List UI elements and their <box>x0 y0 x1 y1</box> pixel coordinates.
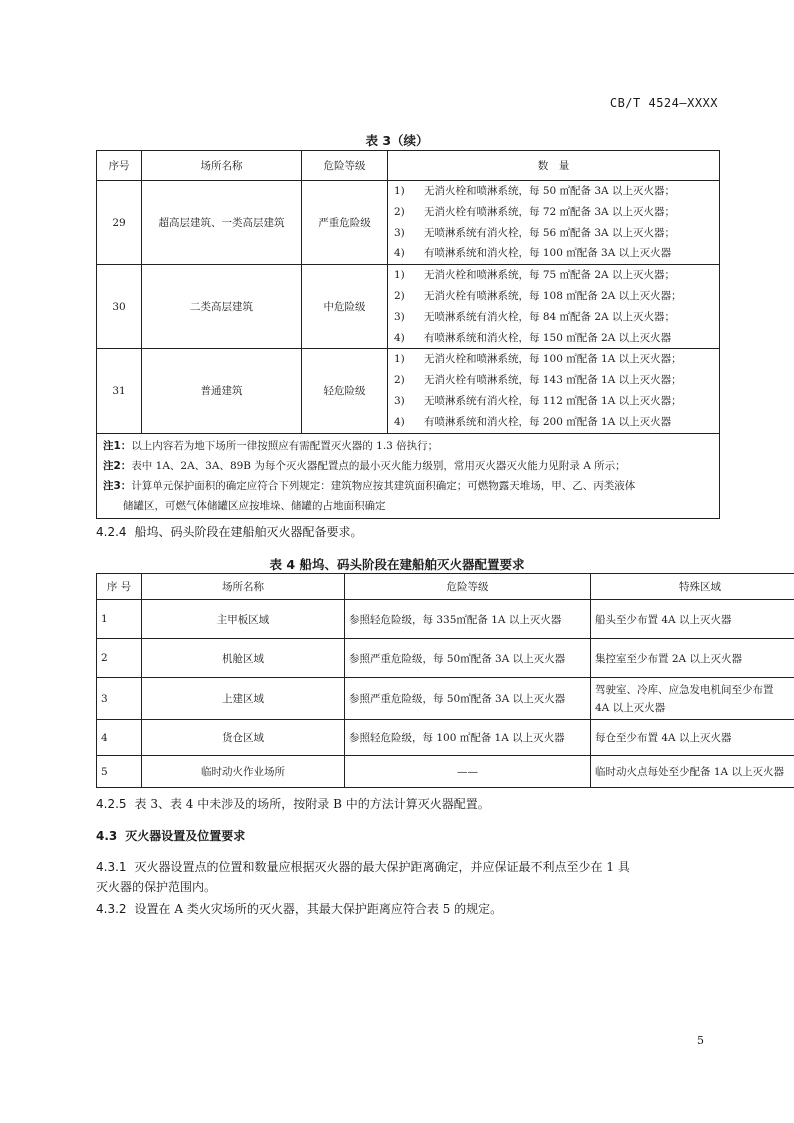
table-row <box>97 756 794 788</box>
item-text: 无消火栓和喷淋系统，每 75 ㎡配备 2A 以上灭火器； <box>424 269 675 282</box>
item-text: 无喷淋系统有消火栓，每 112 ㎡配备 1A 以上灭火器； <box>424 394 682 407</box>
quantity-item <box>388 307 719 328</box>
table-row <box>97 639 794 678</box>
table-row <box>97 349 720 433</box>
quantity-item <box>388 412 719 433</box>
table-row <box>97 678 794 720</box>
row-seq: 2 <box>97 639 142 678</box>
table4-caption: 表 4 船坞、码头阶段在建船舶灭火器配置要求 <box>269 557 525 572</box>
clause-number: 4.3.2 <box>96 902 127 916</box>
note-3-continuation: 储罐区，可燃气体储罐区应按堆垛、储罐的占地面积确定 <box>123 499 386 512</box>
table4-header-row <box>97 574 794 600</box>
table3-notes <box>97 433 720 518</box>
table-row <box>97 265 720 349</box>
quantity-item <box>388 202 719 223</box>
item-number: 3) <box>394 394 405 407</box>
section-number: 4.3 <box>96 829 118 843</box>
item-text: 无消火栓和喷淋系统，每 50 ㎡配备 3A 以上灭火器； <box>424 185 675 197</box>
section-4-3-heading <box>96 826 720 846</box>
clause-text: 船坞、码头阶段在建船舶灭火器配备要求。 <box>134 525 363 539</box>
note-3 <box>103 476 713 496</box>
row-place: 上建区域 <box>142 678 345 720</box>
item-number: 2) <box>394 205 405 218</box>
row-seq: 29 <box>97 181 142 265</box>
paragraph-line-2: 灭火器的保护范围内。 <box>96 880 217 894</box>
item-number: 2) <box>394 289 405 302</box>
item-text: 无消火栓有喷淋系统，每 143 ㎡配备 1A 以上灭火器； <box>424 374 682 387</box>
quantity-item <box>388 286 719 307</box>
item-text: 无消火栓有喷淋系统，每 72 ㎡配备 3A 以上灭火器； <box>424 205 675 218</box>
row-hazard: 轻危险级 <box>302 349 388 433</box>
item-number: 3) <box>394 310 405 323</box>
row-quantity <box>388 181 720 265</box>
note-text: 表中 1A、2A、3A、89B 为每个灭火器配置点的最小灭火能力级别，常用灭火器灭火能力见附录 A 所示； <box>131 459 626 472</box>
row-place: 超高层建筑、一类高层建筑 <box>142 181 302 265</box>
item-number: 4) <box>394 247 405 260</box>
note-1 <box>103 436 713 456</box>
row-place: 机舱区域 <box>142 639 345 678</box>
item-number: 1) <box>394 269 405 282</box>
header-quantity: 数 量 <box>388 151 720 181</box>
quantity-item <box>388 349 719 370</box>
row-special: 每仓至少布置 4A 以上灭火器 <box>591 720 794 756</box>
row-seq: 1 <box>97 600 142 639</box>
quantity-item <box>388 243 719 264</box>
row-place: 临时动火作业场所 <box>142 756 345 788</box>
item-number: 1) <box>394 353 405 366</box>
row-place: 普通建筑 <box>142 349 302 433</box>
clause-text: 设置在 A 类火灾场所的灭火器，其最大保护距离应符合表 5 的规定。 <box>134 902 503 916</box>
row-seq: 4 <box>97 720 142 756</box>
clause-text: 灭火器设置点的位置和数量应根据灭火器的最大保护距离确定，并应保证最不利点至少在 1 具 <box>134 860 630 874</box>
row-seq: 5 <box>97 756 142 788</box>
clause-number: 4.2.5 <box>96 797 127 811</box>
row-special: 临时动火点每处至少配备 1A 以上灭火器 <box>591 756 794 788</box>
item-text: 有喷淋系统和消火栓，每 200 ㎡配备 1A 以上灭火器 <box>424 415 672 428</box>
table4 <box>96 573 794 788</box>
clause-number: 4.3.1 <box>96 860 127 874</box>
item-number: 1) <box>394 185 405 197</box>
item-text: 有喷淋系统和消火栓，每 150 ㎡配备 2A 以上灭火器 <box>424 331 672 344</box>
row-place: 货仓区域 <box>142 720 345 756</box>
row-quantity <box>388 265 720 349</box>
row-place: 二类高层建筑 <box>142 265 302 349</box>
paragraph-4-3-2 <box>96 899 720 919</box>
row-special <box>591 678 794 720</box>
quantity-item <box>388 391 719 412</box>
clause-text: 表 3、表 4 中未涉及的场所，按附录 B 中的方法计算灭火器配置。 <box>134 797 490 811</box>
item-number: 3) <box>394 226 405 239</box>
note-text: 计算单元保护面积的确定应符合下列规定：建筑物应按其建筑面积确定；可燃物露天堆场，甲、乙、丙类液体 <box>131 479 636 492</box>
row-hazard: 中危险级 <box>302 265 388 349</box>
header-hazard: 危险等级 <box>345 574 591 600</box>
row-seq: 30 <box>97 265 142 349</box>
quantity-item <box>388 181 719 202</box>
paragraph-4-2-5 <box>96 794 720 814</box>
row-hazard: 参照严重危险级，每 50㎡配备 3A 以上灭火器 <box>345 639 591 678</box>
note-label: 注2： <box>103 459 132 472</box>
row-hazard: 参照轻危险级，每 100 ㎡配备 1A 以上灭火器 <box>345 720 591 756</box>
header-place: 场所名称 <box>142 151 302 181</box>
row-quantity <box>388 349 720 433</box>
page-number: 5 <box>697 1034 704 1047</box>
table-row <box>97 181 720 265</box>
item-number: 2) <box>394 374 405 387</box>
special-line-1: 驾驶室、冷库、应急发电机间至少布置 <box>595 683 774 696</box>
row-place: 主甲板区域 <box>142 600 345 639</box>
row-seq: 3 <box>97 678 142 720</box>
item-text: 无消火栓和喷淋系统，每 100 ㎡配备 1A 以上灭火器； <box>424 353 682 366</box>
header-seq: 序 号 <box>97 574 142 600</box>
paragraph-4-2-4 <box>96 522 720 542</box>
table-row <box>97 720 794 756</box>
header-place: 场所名称 <box>142 574 345 600</box>
row-hazard: 参照严重危险级，每 50㎡配备 3A 以上灭火器 <box>345 678 591 720</box>
quantity-item <box>388 328 719 349</box>
header-special: 特殊区域 <box>591 574 794 600</box>
row-hazard: —— <box>345 756 591 788</box>
quantity-item <box>388 370 719 391</box>
section-title: 灭火器设置及位置要求 <box>125 829 246 843</box>
row-hazard: 参照轻危险级，每 335㎡配备 1A 以上灭火器 <box>345 600 591 639</box>
item-text: 无喷淋系统有消火栓，每 56 ㎡配备 3A 以上灭火器； <box>424 226 675 239</box>
note-label: 注3： <box>103 479 132 492</box>
header-hazard: 危险等级 <box>302 151 388 181</box>
row-special: 船头至少布置 4A 以上灭火器 <box>591 600 794 639</box>
row-special: 集控室至少布置 2A 以上灭火器 <box>591 639 794 678</box>
document-code: CB/T 4524—XXXX <box>609 96 718 110</box>
paragraph-line-1 <box>96 857 720 877</box>
table3 <box>96 150 720 519</box>
clause-number: 4.2.4 <box>96 525 127 539</box>
row-seq: 31 <box>97 349 142 433</box>
header-seq: 序号 <box>97 151 142 181</box>
note-text: 以上内容若为地下场所一律按照应有需配置灭火器的 1.3 倍执行； <box>131 439 439 452</box>
note-2 <box>103 456 713 476</box>
special-line-2: 4A 以上灭火器 <box>595 701 666 714</box>
row-hazard: 严重危险级 <box>302 181 388 265</box>
quantity-item <box>388 223 719 244</box>
table-row <box>97 600 794 639</box>
note-label: 注1： <box>103 439 132 452</box>
item-number: 4) <box>394 415 405 428</box>
quantity-item <box>388 265 719 286</box>
notes-cell <box>97 433 720 518</box>
paragraph-4-3-1 <box>96 857 720 897</box>
item-text: 有喷淋系统和消火栓，每 100 ㎡配备 3A 以上灭火器 <box>424 247 672 260</box>
item-text: 无喷淋系统有消火栓，每 84 ㎡配备 2A 以上灭火器； <box>424 310 675 323</box>
item-text: 无消火栓有喷淋系统，每 108 ㎡配备 2A 以上灭火器； <box>424 289 682 302</box>
table3-caption: 表 3（续） <box>365 133 429 148</box>
item-number: 4) <box>394 331 405 344</box>
table3-header-row <box>97 151 720 181</box>
